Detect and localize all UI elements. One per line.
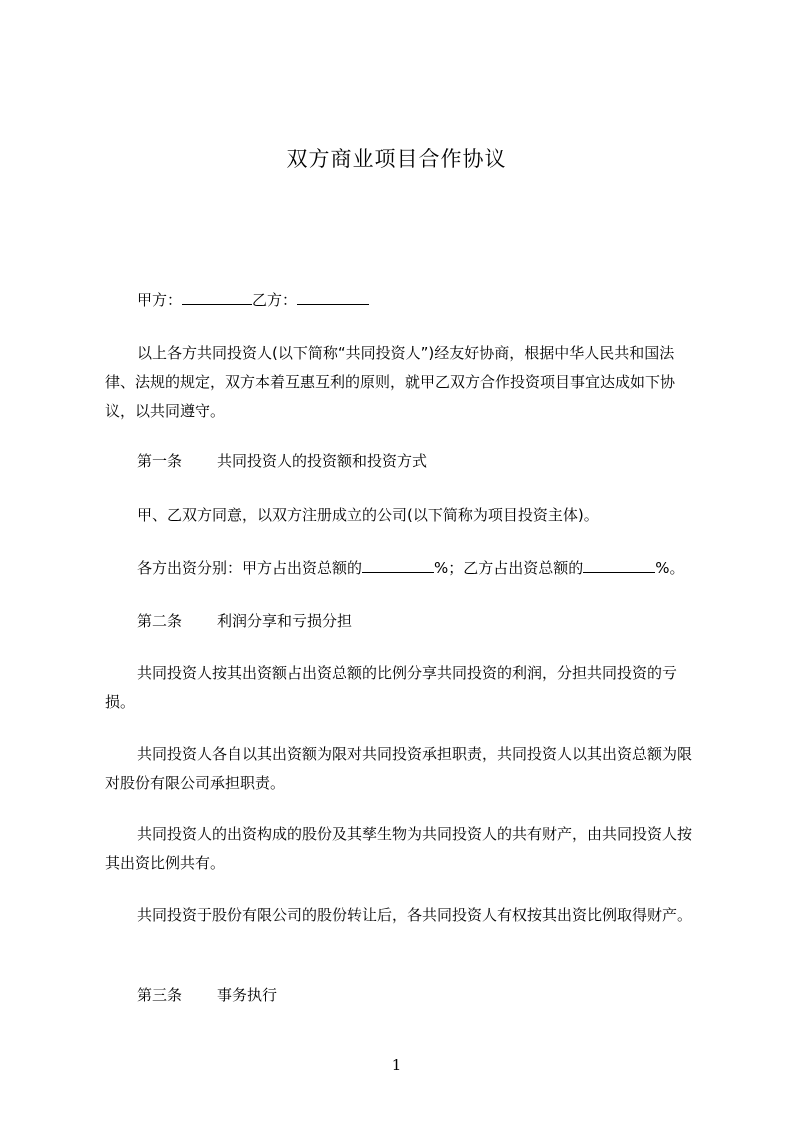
article1-number: 第一条 <box>137 452 183 470</box>
article1-paragraph-1: 甲、乙双方同意，以双方注册成立的公司(以下简称为项目投资主体)。 <box>137 506 599 524</box>
article2-paragraph-2: 共同投资人各自以其出资额为限对共同投资承担职责，共同投资人以其出资总额为限对股份有限公司承担职责。 <box>105 745 693 792</box>
article2-paragraph-4: 共同投资于股份有限公司的股份转让后，各共同投资人有权按其出资比例取得财产。 <box>137 906 693 924</box>
article1-title: 共同投资人的投资额和投资方式 <box>217 452 428 470</box>
article2-title: 利润分享和亏损分担 <box>217 612 353 630</box>
article1-heading <box>137 451 427 471</box>
intro-paragraph: 以上各方共同投资人(以下简称“共同投资人”)经友好协商，根据中华人民共和国法律、法规的规定，双方本着互惠互利的原则，就甲乙双方合作投资项目事宜达成如下协议，以共同遵守。 <box>105 344 676 420</box>
article2-paragraph-3: 共同投资人的出资构成的股份及其孳生物为共同投资人的共有财产，由共同投资人按其出资比例共有。 <box>105 825 693 872</box>
page-number: 1 <box>391 1056 402 1074</box>
party-b-label: 乙方： <box>252 291 298 309</box>
party-a-blank <box>182 290 252 305</box>
party-a-label: 甲方： <box>137 291 183 309</box>
article1-paragraph-2 <box>137 558 685 578</box>
party-b-blank <box>297 290 369 305</box>
party-b-share-blank <box>583 558 655 573</box>
party-a-share-blank <box>362 558 434 573</box>
article3-number: 第三条 <box>137 986 183 1004</box>
article2-paragraph-1: 共同投资人按其出资额占出资总额的比例分享共同投资的利润，分担共同投资的亏损。 <box>105 664 678 711</box>
parties-line <box>137 290 369 310</box>
document-title: 双方商业项目合作协议 <box>286 147 507 171</box>
article3-title: 事务执行 <box>217 986 278 1004</box>
article2-heading <box>137 611 352 631</box>
article1-p2-part1: 各方出资分别：甲方占出资总额的 <box>137 559 363 577</box>
article1-p2-part3: %。 <box>655 559 685 577</box>
article2-number: 第二条 <box>137 612 183 630</box>
article1-p2-part2: %；乙方占出资总额的 <box>434 559 584 577</box>
article3-heading <box>137 985 277 1005</box>
